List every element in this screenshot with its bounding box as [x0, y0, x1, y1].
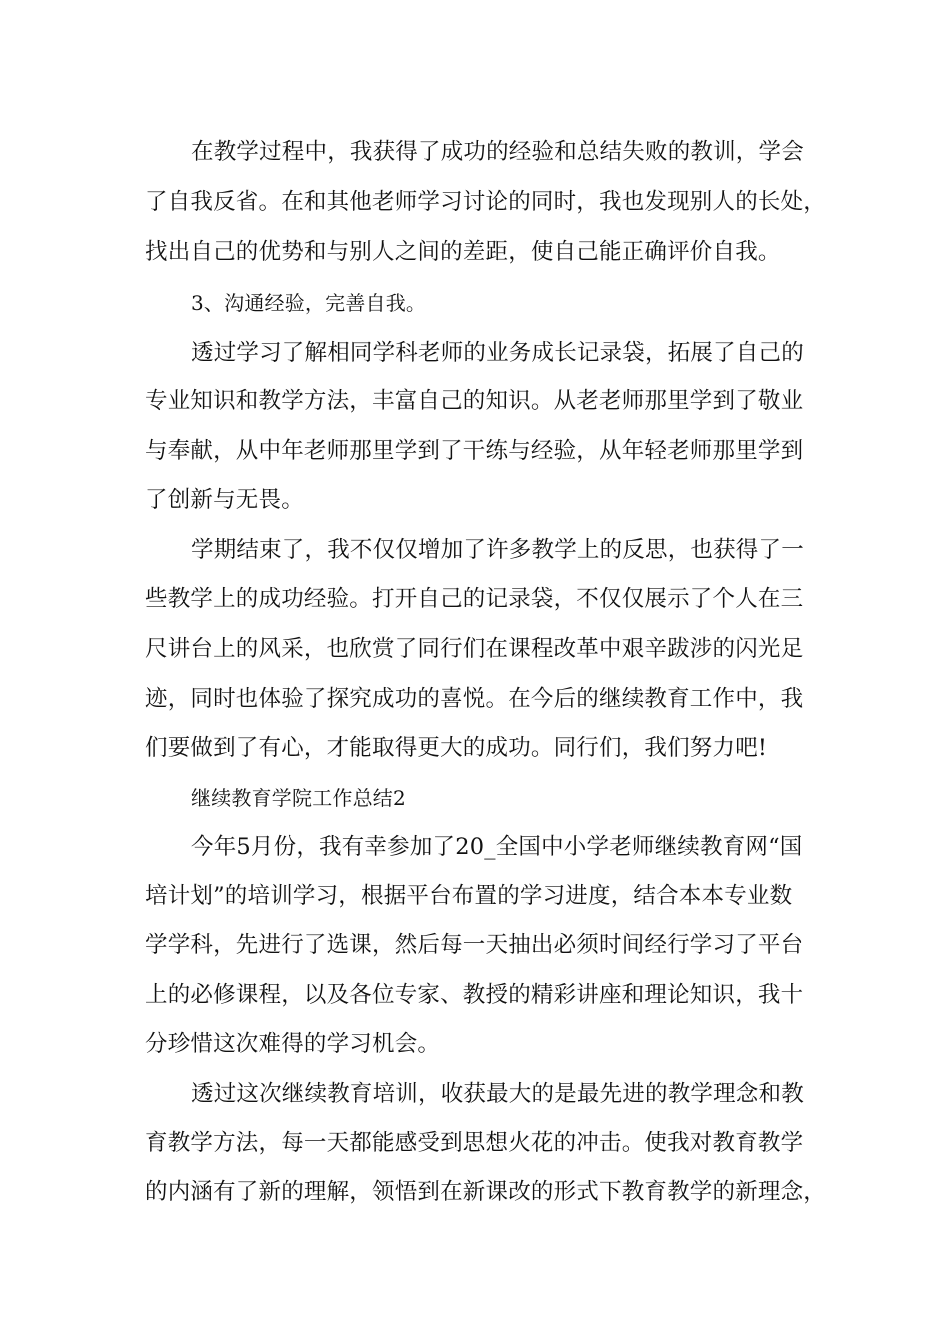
text-line: 找出自己的优势和与别人之间的差距，使自己能正确评价自我。 — [145, 239, 781, 265]
text-line: 今年5月份，我有幸参加了20_全国中小学老师继续教育网“国 — [191, 834, 803, 860]
text-line: 专业知识和教学方法，丰富自己的知识。从老老师那里学到了敬业 — [145, 388, 804, 414]
text-line: 学学科，先进行了选课，然后每一天抽出必须时间经行学习了平台 — [145, 932, 804, 958]
text-line: 分珍惜这次难得的学习机会。 — [145, 1031, 441, 1057]
text-line: 尺讲台上的风采，也欣赏了同行们在课程改革中艰辛跋涉的闪光足 — [145, 636, 804, 662]
text-line: 了自我反省。在和其他老师学习讨论的同时，我也发现别人的长处， — [145, 189, 827, 215]
text-line: 了创新与无畏。 — [145, 487, 304, 513]
text-line: 些教学上的成功经验。打开自己的记录袋，不仅仅展示了个人在三 — [145, 586, 804, 612]
text-line: 迹，同时也体验了探究成功的喜悦。在今后的继续教育工作中，我 — [145, 686, 804, 712]
section-heading: 3、沟通经验，完善自我。 — [191, 291, 427, 315]
text-line: 在教学过程中，我获得了成功的经验和总结失败的教训，学会 — [191, 139, 804, 165]
text-line: 的内涵有了新的理解，领悟到在新课改的形式下教育教学的新理念， — [145, 1179, 827, 1205]
text-line: 们要做到了有心，才能取得更大的成功。同行们，我们努力吧! — [145, 735, 768, 761]
text-line: 学期结束了，我不仅仅增加了许多教学上的反思，也获得了一 — [191, 537, 804, 563]
text-line: 透过这次继续教育培训，收获最大的是最先进的教学理念和教 — [191, 1081, 804, 1107]
section-title: 继续教育学院工作总结2 — [191, 786, 406, 810]
text-line: 育教学方法，每一天都能感受到思想火花的冲击。使我对教育教学 — [145, 1130, 804, 1156]
text-line: 上的必修课程，以及各位专家、教授的精彩讲座和理论知识，我十 — [145, 982, 804, 1008]
text-line: 培计划”的培训学习，根据平台布置的学习进度，结合本本专业数 — [145, 883, 793, 909]
text-line: 与奉献，从中年老师那里学到了干练与经验，从年轻老师那里学到 — [145, 438, 804, 464]
text-line: 透过学习了解相同学科老师的业务成长记录袋，拓展了自己的 — [191, 340, 804, 366]
